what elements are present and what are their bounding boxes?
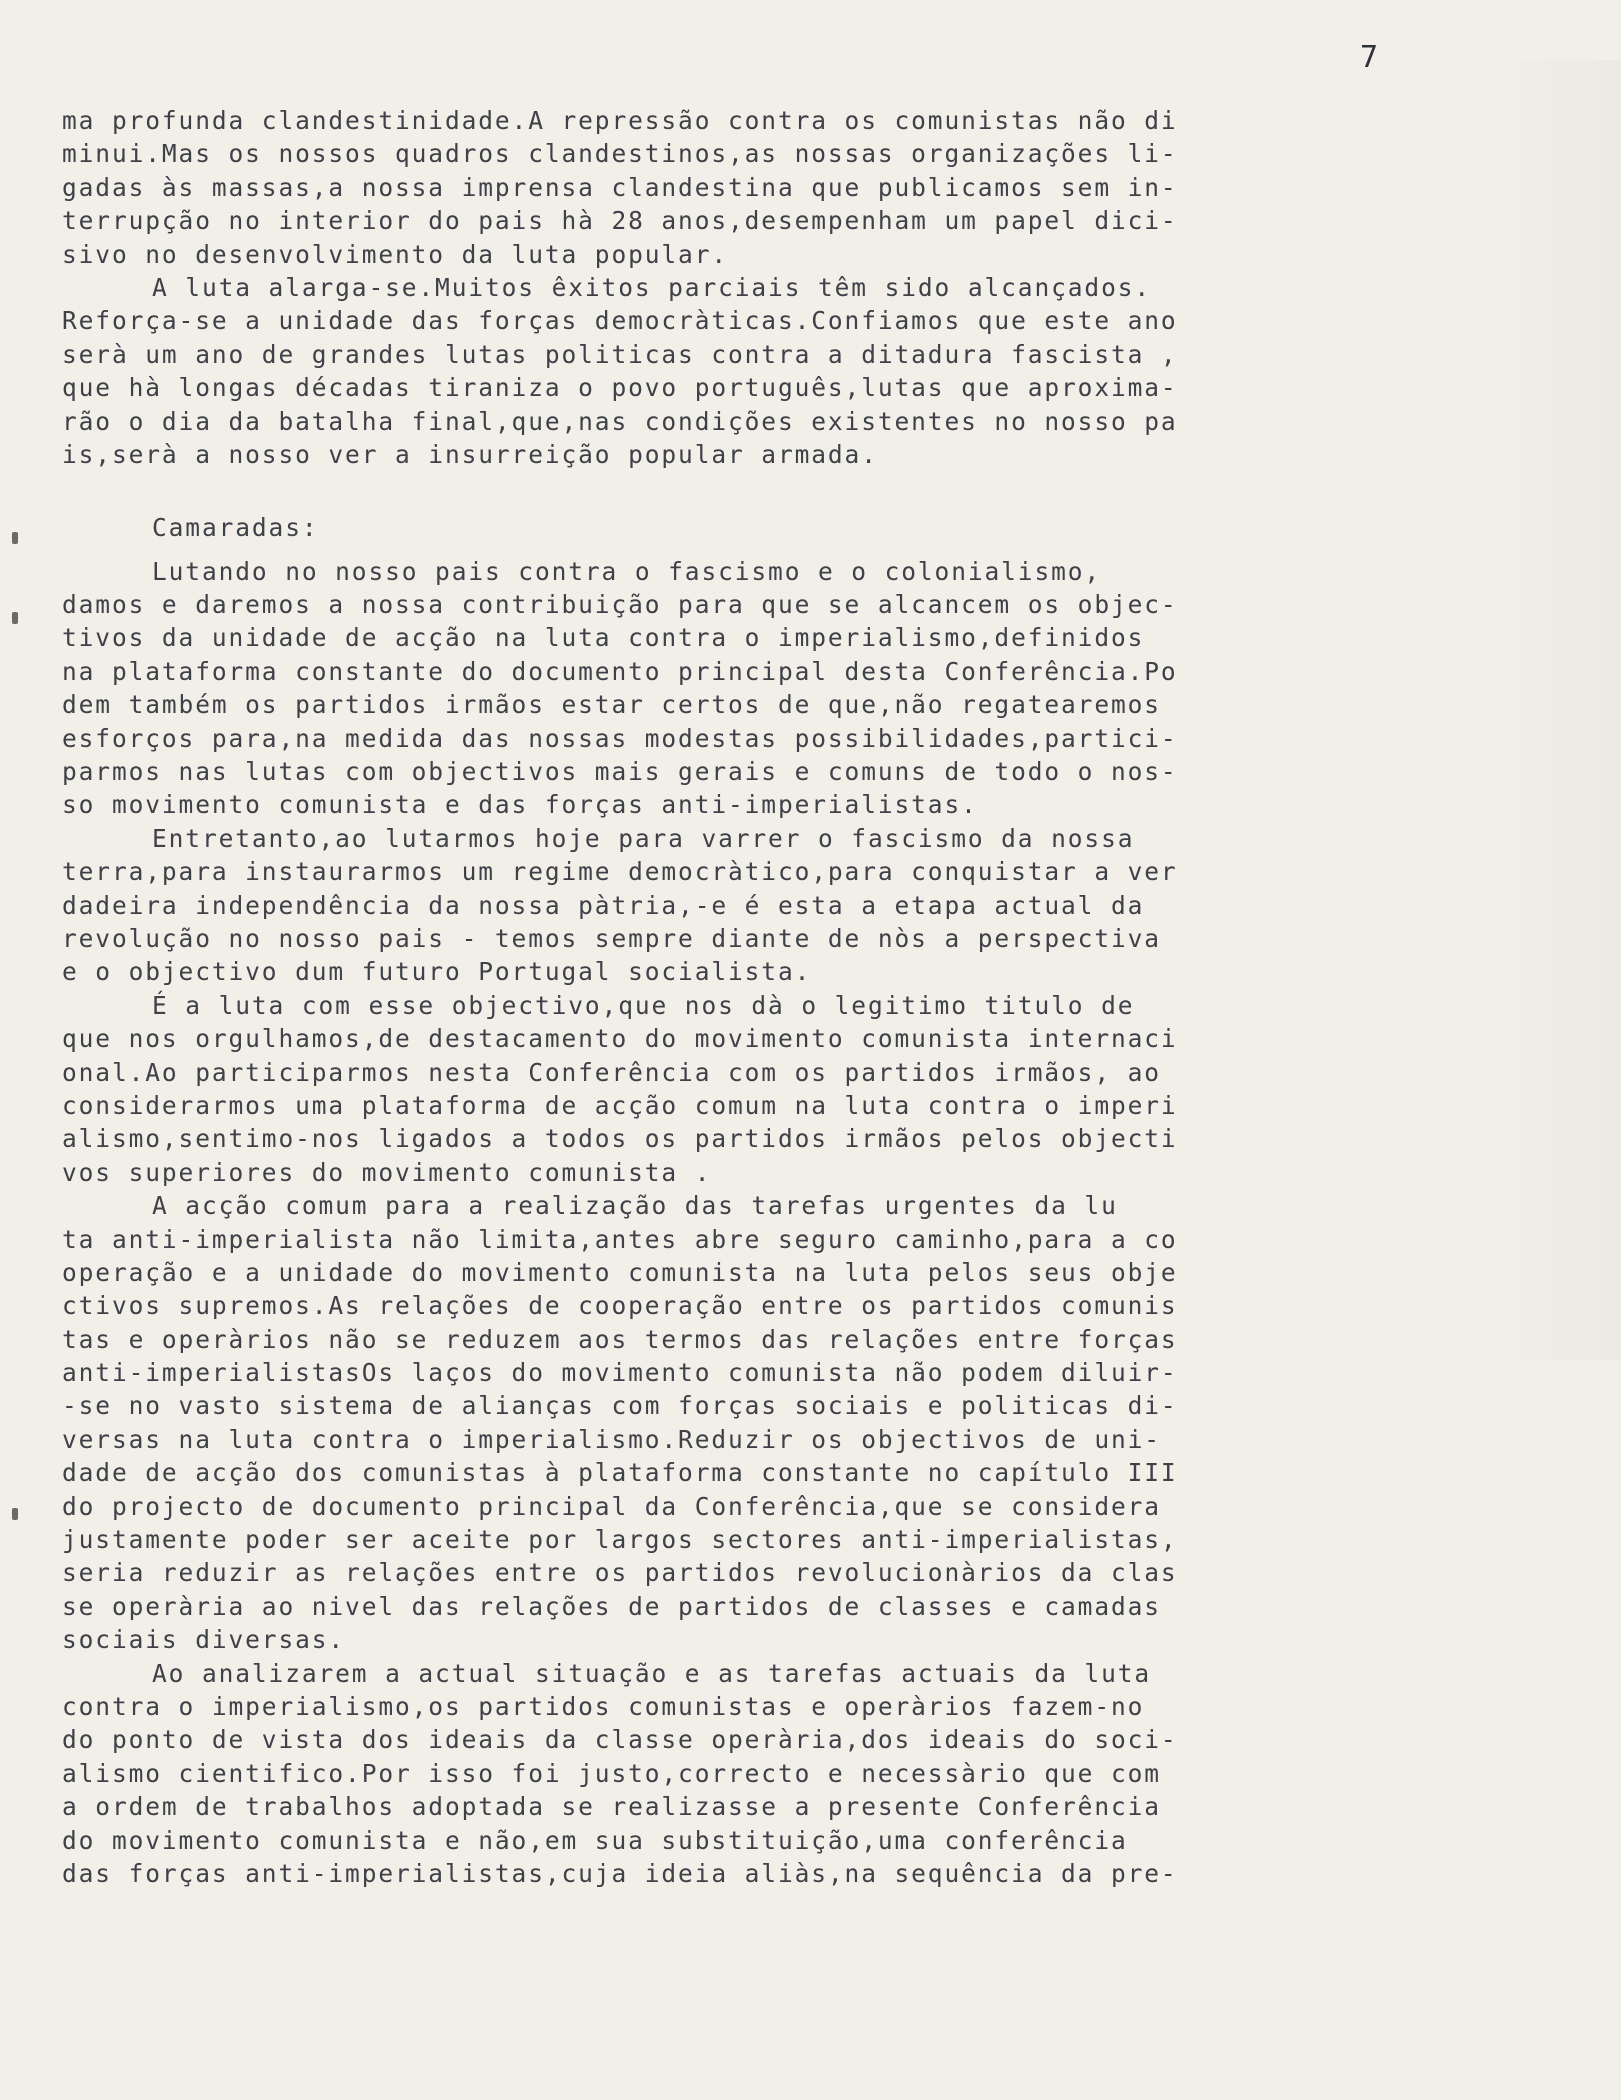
text-line: considerarmos uma plataforma de acção comum na luta contra o imperi — [62, 1090, 1178, 1120]
text-line: dade de acção dos comunistas à plataforma constante no capítulo III — [62, 1458, 1178, 1488]
text-line: e o objectivo dum futuro Portugal socialista. — [62, 957, 812, 987]
text-line: ta anti-imperialista não limita,antes abre seguro caminho,para a co — [62, 1224, 1178, 1254]
page-number: 7 — [1360, 40, 1379, 75]
text-line: gadas às massas,a nossa imprensa clandestina que publicamos sem in- — [62, 172, 1178, 202]
text-line: seria reduzir as relações entre os partidos revolucionàrios da clas — [62, 1558, 1178, 1588]
text-line: do movimento comunista e não,em sua substituição,uma conferência — [62, 1825, 1128, 1855]
paragraph-working-class-ideals — [62, 1657, 1492, 1891]
salutation — [62, 511, 1492, 544]
text-line: esforços para,na medida das nossas modestas possibilidades,partici- — [62, 723, 1178, 753]
text-line: minui.Mas os nossos quadros clandestinos,as nossas organizações li- — [62, 139, 1178, 169]
text-line: que hà longas décadas tiraniza o povo português,lutas que aproxima- — [62, 373, 1178, 403]
text-line: anti-imperialistasOs laços do movimento comunista não podem diluir- — [62, 1358, 1178, 1388]
text-line: operação e a unidade do movimento comunista na luta pelos seus obje — [62, 1257, 1178, 1287]
text-line: ma profunda clandestinidade.A repressão contra os comunistas não di — [62, 106, 1178, 135]
paragraph-gap — [62, 545, 1492, 555]
text-line: Lutando no nosso pais contra o fascismo e o colonialismo, — [152, 556, 1102, 586]
text-line: damos e daremos a nossa contribuição para que se alcancem os objec- — [62, 590, 1178, 620]
text-line: contra o imperialismo,os partidos comunistas e operàrios fazem-no — [62, 1691, 1145, 1721]
text-line: dadeira independência da nossa pàtria,-e é esta a etapa actual da — [62, 890, 1145, 920]
text-line: do projecto de documento principal da Conferência,que se considera — [62, 1491, 1161, 1521]
text-line: onal.Ao participarmos nesta Conferência com os partidos irmãos, ao — [62, 1057, 1161, 1087]
text-line: alismo cientifico.Por isso foi justo,correcto e necessàrio que com — [62, 1758, 1161, 1788]
text-line: alismo,sentimo-nos ligados a todos os partidos irmãos pelos objecti — [62, 1124, 1178, 1154]
text-line: na plataforma constante do documento principal desta Conferência.Po — [62, 656, 1178, 686]
paragraph-international-movement — [62, 989, 1492, 1189]
text-line: rão o dia da batalha final,que,nas condições existentes no nosso pa — [62, 406, 1178, 436]
text-line: Ao analizarem a actual situação e as tarefas actuais da luta — [152, 1658, 1152, 1688]
text-line: Camaradas: — [152, 513, 319, 543]
paragraph-common-action — [62, 1189, 1492, 1656]
text-line: tas e operàrios não se reduzem aos termos das relações entre forças — [62, 1324, 1178, 1354]
text-line: sivo no desenvolvimento da luta popular. — [62, 239, 729, 269]
text-line: revolução no nosso pais - temos sempre diante de nòs a perspectiva — [62, 923, 1161, 953]
text-line: vos superiores do movimento comunista . — [62, 1157, 712, 1187]
text-line: serà um ano de grandes lutas politicas contra a ditadura fascista , — [62, 339, 1178, 369]
text-line: A acção comum para a realização das tarefas urgentes da lu — [152, 1191, 1118, 1221]
text-line: A luta alarga-se.Muitos êxitos parciais têm sido alcançados. — [152, 272, 1152, 302]
text-line: a ordem de trabalhos adoptada se realizasse a presente Conferência — [62, 1792, 1161, 1822]
text-line: que nos orgulhamos,de destacamento do movimento comunista internaci — [62, 1024, 1178, 1054]
paragraph-repression — [62, 104, 1492, 271]
paragraph-fighting-fascism — [62, 555, 1492, 822]
text-line: sociais diversas. — [62, 1625, 346, 1655]
text-line: so movimento comunista e das forças anti-imperialistas. — [62, 790, 978, 820]
paper-edge-shadow — [1480, 60, 1621, 1360]
margin-mark — [12, 612, 18, 624]
text-line: terra,para instaurarmos um regime democràtico,para conquistar a ver — [62, 857, 1178, 887]
text-line: tivos da unidade de acção na luta contra o imperialismo,definidos — [62, 623, 1145, 653]
text-line: Reforça-se a unidade das forças democràticas.Confiamos que este ano — [62, 306, 1178, 336]
margin-mark — [12, 532, 18, 544]
text-line: do ponto de vista dos ideais da classe operària,dos ideais do soci- — [62, 1725, 1178, 1755]
text-line: parmos nas lutas com objectivos mais gerais e comuns de todo o nos- — [62, 757, 1178, 787]
text-line: das forças anti-imperialistas,cuja ideia aliàs,na sequência da pre- — [62, 1858, 1178, 1888]
text-line: se operària ao nivel das relações de partidos de classes e camadas — [62, 1591, 1161, 1621]
text-line: ctivos supremos.As relações de cooperação entre os partidos comunis — [62, 1291, 1178, 1321]
typed-document-body — [62, 104, 1492, 1890]
text-line: justamente poder ser aceite por largos sectores anti-imperialistas, — [62, 1525, 1178, 1555]
text-line: is,serà a nosso ver a insurreição popular armada. — [62, 439, 878, 469]
text-line: É a luta com esse objectivo,que nos dà o legitimo titulo de — [152, 990, 1135, 1020]
text-line: -se no vasto sistema de alianças com forças sociais e politicas di- — [62, 1391, 1178, 1421]
paragraph-socialist-future — [62, 822, 1492, 989]
margin-mark — [12, 1508, 18, 1520]
paragraph-gap — [62, 471, 1492, 511]
text-line: dem também os partidos irmãos estar certos de que,não regatearemos — [62, 690, 1161, 720]
text-line: Entretanto,ao lutarmos hoje para varrer o fascismo da nossa — [152, 823, 1135, 853]
text-line: terrupção no interior do pais hà 28 anos,desempenham um papel dici- — [62, 206, 1178, 236]
paragraph-struggle — [62, 271, 1492, 471]
text-line: versas na luta contra o imperialismo.Reduzir os objectivos de uni- — [62, 1424, 1161, 1454]
